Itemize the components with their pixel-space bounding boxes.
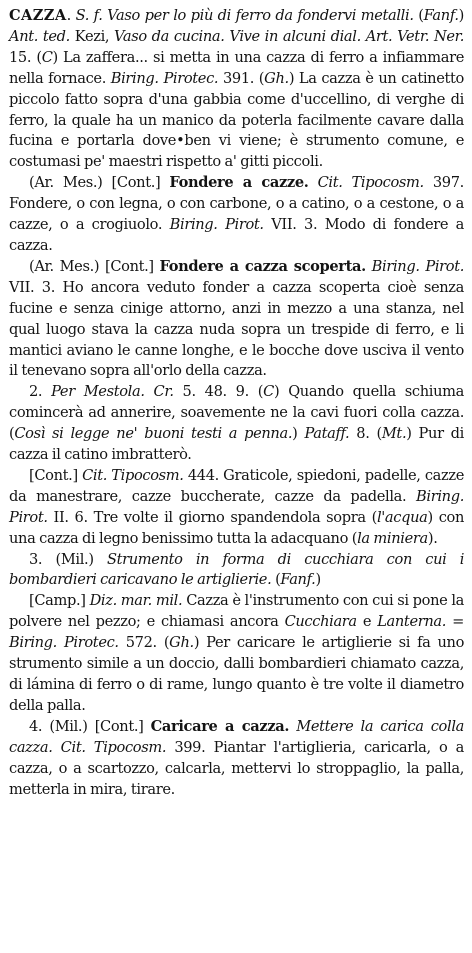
text-run: ) [292,425,305,443]
text-run: . [66,7,76,24]
text-run: l'acqua [376,508,428,526]
text-run: Strumento in forma di cucchiara con cui i bombardieri caricavano le artiglierie. [9,550,465,589]
text-run: Mt. [381,425,407,443]
text-run: C [263,383,274,401]
text-run: Cucchiara [284,613,357,631]
sense-4-caricare-a-cazza [9,717,464,801]
text-run: Cit. Tipocosm. [317,174,424,192]
text-run: Caricare a cazza. [150,717,290,735]
text-run: Biring. Pirot. [371,257,465,275]
text-run: 397. Fondere, o con legna, o con carbone, o a catino, o a cestone, o a cazze, o a crogiuolo. [9,174,464,234]
text-run: 2. [29,383,52,401]
text-run: Pataff. [304,425,350,443]
text-run: Fanf. [280,571,316,589]
text-run: ) [315,571,321,589]
text-run: Kezi, [69,27,115,45]
text-run: Gh. [169,634,194,652]
text-run: 8. ( [349,425,382,443]
text-run: Così si legge ne' buoni testi a penna. [14,425,293,443]
text-run: ) La cazza è un catinetto piccolo fatto sopra d'una gabbia come d'uccellino, di verghe di ferro, la quale ha un manico da poterla facilmente cavare dalla fucina e portarla dove•ben vi viene; è strumento comune, e costumasi pe' maestri rispetto a' gitti piccoli. [9,69,464,171]
text-run: 15. ( [9,48,42,66]
text-run: ) Pur di cazza il catino imbratterò. [9,425,464,464]
text-run: la miniera [357,529,428,547]
text-run: Cazza è l'instrumento con cui si pone la polvere nel pezzo; e chiamasi ancora [9,592,464,631]
text-run: Biring. Pirot. [9,487,464,526]
text-run: Fondere a cazze. [169,174,309,192]
text-run: 444. Graticole, spiedoni, padelle, cazze da manestrare, cazze buccherate, cazze da padella. [9,466,464,505]
text-run: Biring. Pirotec. [110,69,219,87]
text-run [309,174,318,191]
text-run: ) La zaffera... si metta in una cazza di ferro a infiammare nella fornace. [9,48,464,87]
text-run: Fanf. [423,7,459,24]
subentry-fondere-a-cazza-scoperta [9,257,464,382]
text-run: C [41,48,53,66]
text-run: Per Mestola. Cr. [51,383,174,401]
text-run: 391. ( [218,69,265,87]
text-run: 5. 48. 9. ( [173,383,264,401]
sense-3-citations [9,591,464,716]
text-run: ) con una cazza di legno benissimo tutta la adacquano ( [9,508,465,547]
text-run: Lanterna. [377,613,447,631]
text-run: (Ar. Mes.) [Cont.] [29,257,160,275]
text-run: [Cont.] [29,466,83,484]
text-run: Cit. Tipocosm. [82,466,184,484]
text-run: (Ar. Mes.) [Cont.] [29,174,170,192]
text-run: ) Quando quella schiuma comincerà ad annerire, soavemente ne la cavi fuori colla cazza. ( [9,383,464,443]
text-run: CAZZA [9,7,67,24]
text-run: Vaso da cucina. Vive in alcuni dial. Art. Vetr. Ner. [114,27,464,45]
text-run: ) Per caricare le artiglierie si fa uno strumento simile a un doccio, dalli bombardieri chiamato cazza, di lámina di ferro o di rame, lungo quanto è tre volte il diametro della palla. [9,634,465,714]
text-run: ( [413,7,424,24]
sense-3-military-tool [9,550,464,592]
text-run: Fondere a cazza scoperta. [159,257,366,275]
entry-headword-paragraph [9,6,464,173]
text-run: ). [427,529,438,547]
text-run: ( [271,571,281,589]
text-run: II. 6. Tre volte il giorno spandendola sopra ( [47,508,377,526]
text-run: 572. ( [118,634,170,652]
text-run: 3. (Mil.) [29,550,107,568]
text-run: Ant. ted. [9,27,70,45]
text-run: Biring. Pirotec. [9,634,119,652]
text-run: [Camp.] [29,592,90,610]
text-run: Gh. [264,69,289,87]
text-run: 4. (Mil.) [Cont.] [29,717,151,735]
text-run: VII. 3. Modo di fondere a cazza. [9,216,465,254]
text-run: = [446,613,464,631]
text-run: Diz. mar. mil. [89,592,183,610]
sense-2-citations [9,466,464,550]
sense-2-mestola [9,382,464,466]
text-run: e [356,613,378,631]
text-run: ) [458,7,464,24]
text-run: S. f. Vaso per lo più di ferro da fondervi metalli. [75,7,414,24]
text-run: Mettere la carica colla cazza. Cit. Tipocosm. [9,717,464,756]
subentry-fondere-a-cazze [9,173,464,257]
text-run: Biring. Pirot. [169,216,264,234]
text-run: VII. 3. Ho ancora veduto fonder a cazza scoperta cioè senza fucine e senza cinige attorno, anzi in mezzo a una stanza, nel qual luogo stava la cazza nuda sopra un trespide di ferro, e li mantici aviano le canne longhe, e le bocche dove usciva il vento il tenevano sopra all'orlo della cazza. [9,278,464,380]
text-run: 399. Piantar l'artiglieria, caricarla, o a cazza, o a scartozzo, calcarla, mettervi lo stroppaglio, la palla, metterla in mira, tirare. [9,738,464,798]
